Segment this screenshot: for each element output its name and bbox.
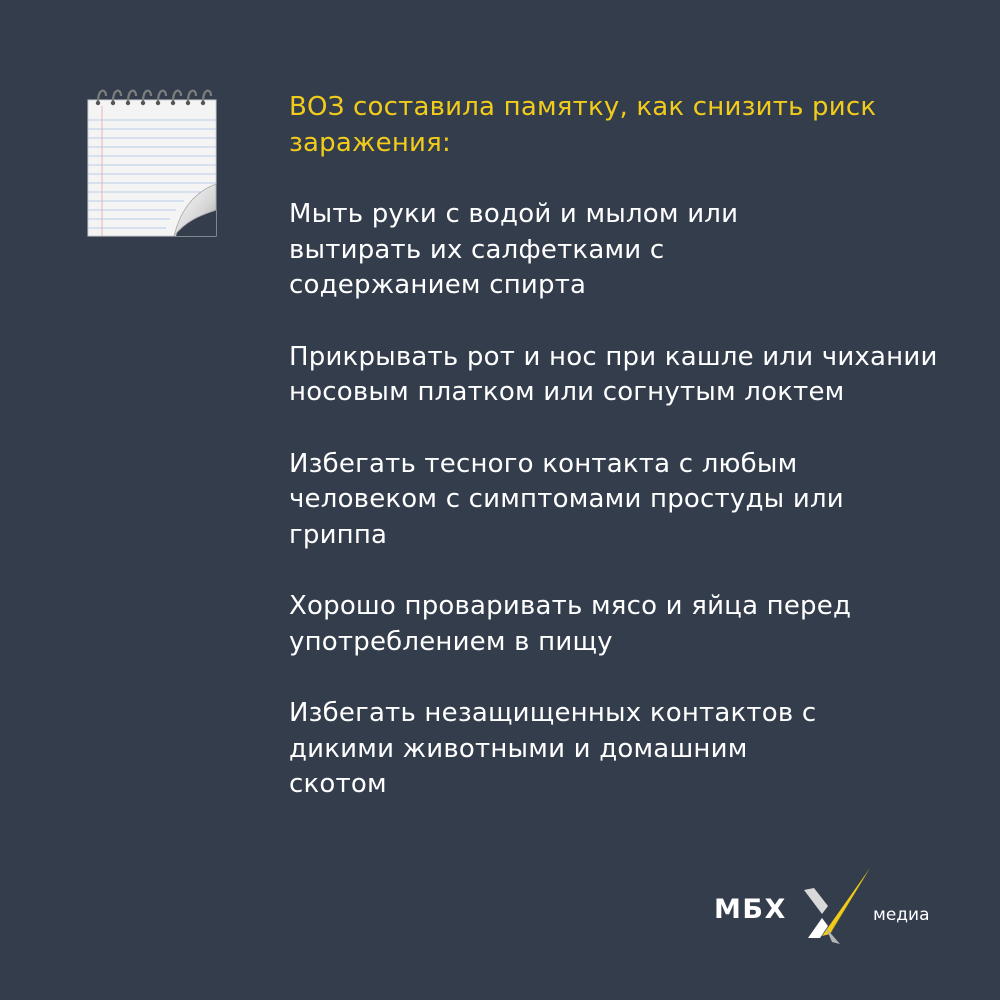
tip-item: Избегать незащищенных контактов с дикими животными и домашним скотом bbox=[289, 698, 817, 799]
content bbox=[289, 90, 979, 839]
logo-sub-text: медиа bbox=[873, 905, 930, 925]
logo-main-text: МБХ bbox=[714, 894, 787, 925]
headline: ВОЗ составила памятку, как снизить риск заражения: bbox=[289, 92, 877, 158]
brand-logo bbox=[714, 866, 944, 946]
tip-item: Хорошо проваривать мясо и яйца перед употреблением в пищу bbox=[289, 591, 852, 657]
x-logo-mark bbox=[800, 866, 872, 944]
tip-item: Избегать тесного контакта с любым человеком с симптомами простуды или гриппа bbox=[289, 448, 844, 550]
tip-item: Мыть руки с водой и мылом или вытирать их салфетками с содержанием спирта bbox=[289, 199, 739, 300]
tip-item: Прикрывать рот и нос при кашле или чихании носовым платком или согнутым локтем bbox=[289, 341, 938, 407]
notepad-icon bbox=[84, 86, 220, 240]
